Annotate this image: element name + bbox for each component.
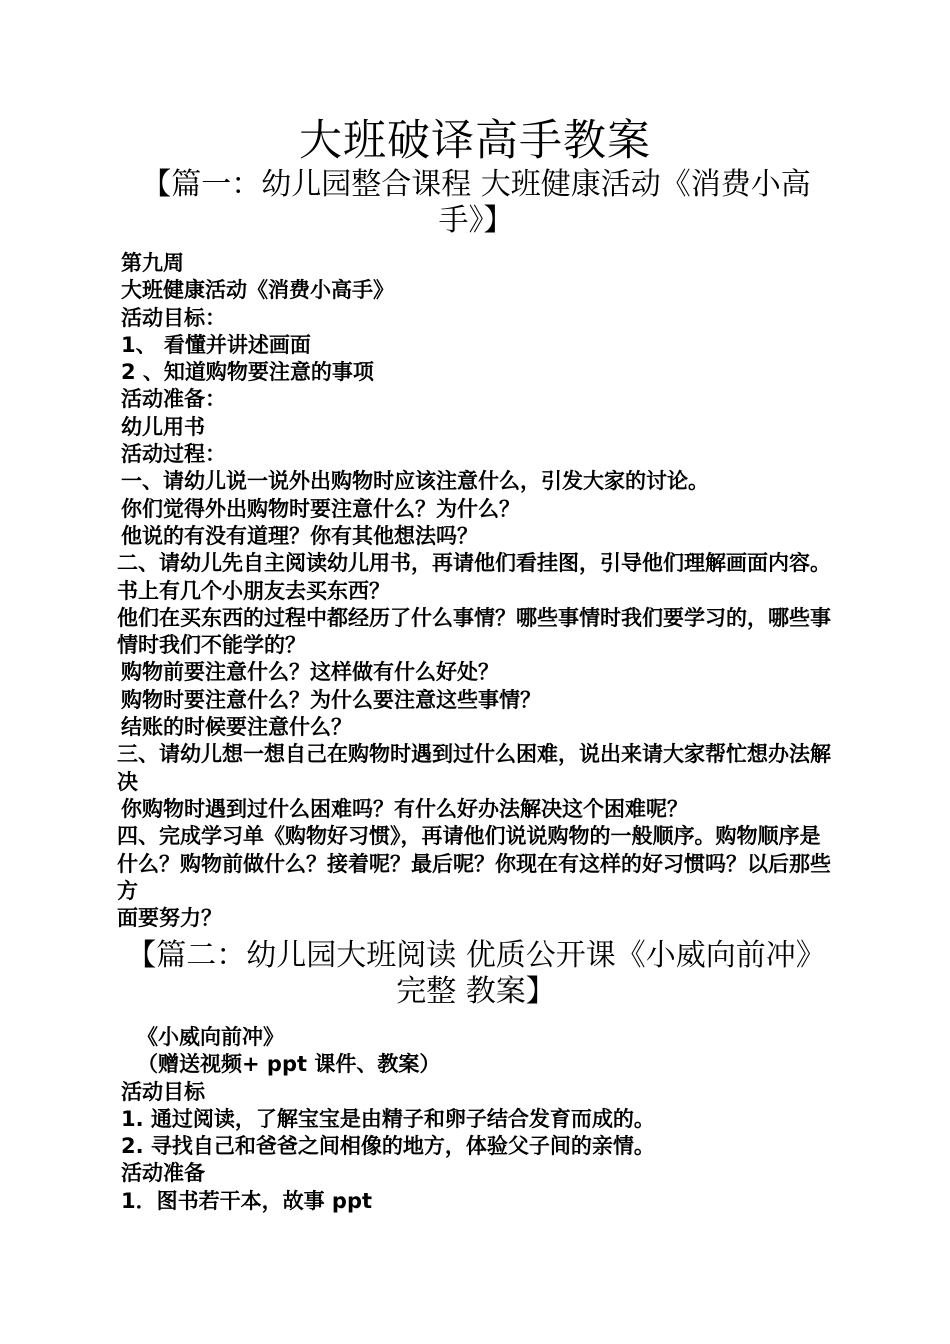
body-line: 活动目标： — [121, 305, 226, 330]
body-line: 购物时要注意什么？为什么要注意这些事情？ — [121, 687, 541, 712]
body-line: 幼儿用书 — [121, 414, 205, 439]
body-paragraph: 他们在买东西的过程中都经历了什么事情？哪些事情时我们要学习的，哪些事情时我们不能学的？ — [117, 605, 831, 658]
body-line: 大班健康活动《消费小高手》 — [121, 278, 394, 303]
body-paragraph: 二、请幼儿先自主阅读幼儿用书，再请他们看挂图，引导他们理解画面内容。 书上有几个小朋友去买东西？ — [117, 551, 831, 603]
body-line: 活动过程： — [121, 442, 226, 467]
body-line: 活动准备 — [121, 1161, 205, 1186]
body-paragraph: 四、完成学习单《购物好习惯》，再请他们说说购物的一般顺序。购物顺序是什么？购物前做什么？接着呢？最后呢？你现在有这样的好习惯吗？以后那些方 — [117, 824, 831, 903]
body-line: 活动准备： — [121, 387, 226, 412]
body-line: 你购物时遇到过什么困难吗？有什么好办法解决这个困难呢？ — [121, 796, 688, 821]
body-paragraph: 三、请幼儿想一想自己在购物时遇到过什么困难，说出来请大家帮忙想办法解决 — [117, 742, 831, 794]
body-line: 第九周 — [121, 251, 184, 275]
body-line: 他说的有没有道理？你有其他想法吗？ — [121, 523, 478, 548]
body-line: 一、请幼儿说一说外出购物时应该注意什么，引发大家的讨论。 — [121, 469, 709, 494]
section-2-body — [117, 1024, 837, 1215]
body-line: 1．图书若干本，故事 ppt — [121, 1188, 373, 1213]
body-line: 你们觉得外出购物时要注意什么？为什么？ — [121, 496, 520, 521]
body-line: 活动目标 — [121, 1079, 205, 1104]
body-line: 2 、知道购物要注意的事项 — [121, 360, 374, 385]
body-line: 购物前要注意什么？这样做有什么好处？ — [121, 660, 499, 685]
body-line: 2. 寻找自己和爸爸之间相像的地方，体验父子间的亲情。 — [121, 1134, 655, 1159]
body-line: 1、 看懂并讲述画面 — [121, 332, 311, 357]
body-line: 《小威向前冲》 — [137, 1025, 284, 1049]
body-line: 1. 通过阅读，了解宝宝是由精子和卵子结合发育而成的。 — [121, 1106, 655, 1131]
body-line: 面要努力？ — [117, 906, 222, 931]
body-line: （赠送视频+ ppt 课件、教案） — [137, 1052, 441, 1077]
section-heading-1: 【篇一：幼儿园整合课程 大班健康活动《消费小高手》】 — [141, 167, 811, 238]
section-heading-2: 【篇二：幼儿园大班阅读 优质公开课《小威向前冲》完整 教案】 — [126, 938, 826, 1009]
document-title: 大班破译高手教案 — [299, 116, 651, 166]
body-line: 结账的时候要注意什么？ — [121, 715, 352, 740]
section-1-body — [117, 250, 837, 932]
